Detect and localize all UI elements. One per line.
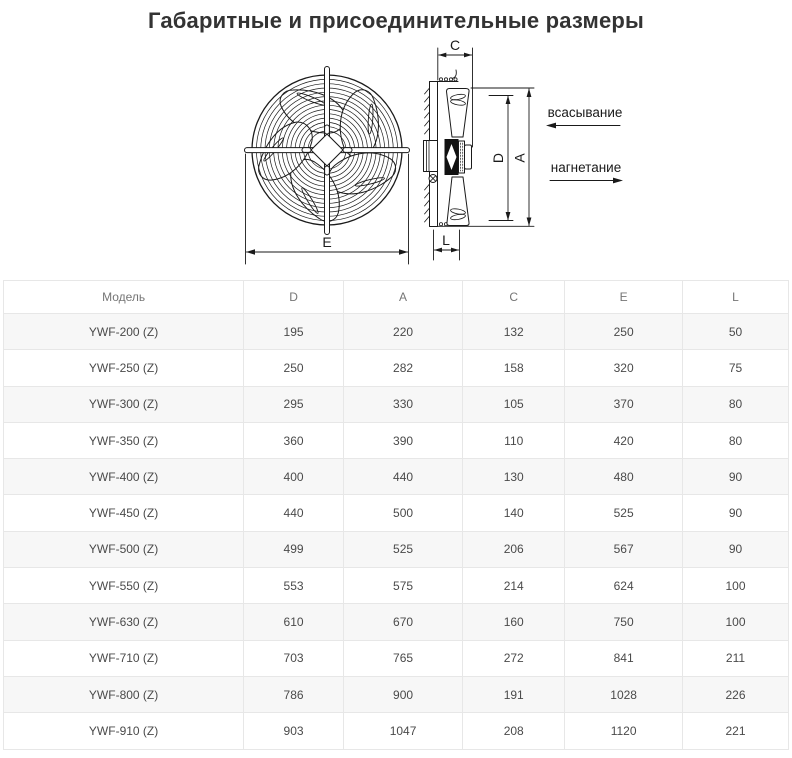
value-cell: 440 bbox=[343, 459, 462, 495]
value-cell: 400 bbox=[244, 459, 344, 495]
value-cell: 75 bbox=[683, 350, 789, 386]
value-cell: 553 bbox=[244, 568, 344, 604]
table-row bbox=[4, 531, 789, 567]
value-cell: 624 bbox=[565, 568, 683, 604]
value-cell: 158 bbox=[463, 350, 565, 386]
model-cell: YWF-710 (Z) bbox=[4, 640, 244, 676]
value-cell: 130 bbox=[463, 459, 565, 495]
model-cell: YWF-400 (Z) bbox=[4, 459, 244, 495]
value-cell: 250 bbox=[565, 314, 683, 350]
value-cell: 105 bbox=[463, 386, 565, 422]
model-cell: YWF-630 (Z) bbox=[4, 604, 244, 640]
value-cell: 100 bbox=[683, 568, 789, 604]
model-cell: YWF-800 (Z) bbox=[4, 676, 244, 712]
dim-label-d: D bbox=[490, 152, 506, 164]
value-cell: 90 bbox=[683, 531, 789, 567]
value-cell: 295 bbox=[244, 386, 344, 422]
column-header: A bbox=[343, 281, 462, 314]
suction-label: всасывание bbox=[547, 105, 623, 120]
value-cell: 703 bbox=[244, 640, 344, 676]
column-header: D bbox=[244, 281, 344, 314]
value-cell: 100 bbox=[683, 604, 789, 640]
table-body bbox=[4, 314, 789, 750]
value-cell: 220 bbox=[343, 314, 462, 350]
value-cell: 195 bbox=[244, 314, 344, 350]
model-cell: YWF-250 (Z) bbox=[4, 350, 244, 386]
table-row bbox=[4, 350, 789, 386]
table-header bbox=[4, 281, 789, 314]
value-cell: 750 bbox=[565, 604, 683, 640]
value-cell: 320 bbox=[565, 350, 683, 386]
table-row bbox=[4, 568, 789, 604]
value-cell: 900 bbox=[343, 676, 462, 712]
value-cell: 80 bbox=[683, 422, 789, 458]
page-title: Габаритные и присоединительные размеры bbox=[147, 8, 645, 33]
value-cell: 500 bbox=[343, 495, 462, 531]
value-cell: 208 bbox=[463, 713, 565, 749]
value-cell: 226 bbox=[683, 676, 789, 712]
value-cell: 110 bbox=[463, 422, 565, 458]
table-row bbox=[4, 386, 789, 422]
model-cell: YWF-350 (Z) bbox=[4, 422, 244, 458]
fan-front-view bbox=[245, 67, 410, 265]
value-cell: 440 bbox=[244, 495, 344, 531]
value-cell: 160 bbox=[463, 604, 565, 640]
dim-label-c: C bbox=[449, 37, 461, 53]
suction-arrow bbox=[546, 123, 620, 129]
model-cell: YWF-910 (Z) bbox=[4, 713, 244, 749]
value-cell: 567 bbox=[565, 531, 683, 567]
value-cell: 360 bbox=[244, 422, 344, 458]
value-cell: 80 bbox=[683, 386, 789, 422]
table-row bbox=[4, 422, 789, 458]
fan-side-view bbox=[424, 37, 624, 260]
motor-assembly bbox=[424, 139, 472, 183]
table-row bbox=[4, 459, 789, 495]
value-cell: 221 bbox=[683, 713, 789, 749]
value-cell: 250 bbox=[244, 350, 344, 386]
technical-drawing bbox=[0, 36, 792, 272]
table-row bbox=[4, 314, 789, 350]
value-cell: 90 bbox=[683, 459, 789, 495]
value-cell: 786 bbox=[244, 676, 344, 712]
value-cell: 370 bbox=[565, 386, 683, 422]
dim-label-l: L bbox=[442, 232, 450, 248]
model-cell: YWF-300 (Z) bbox=[4, 386, 244, 422]
value-cell: 272 bbox=[463, 640, 565, 676]
dimensions-table bbox=[3, 280, 789, 750]
value-cell: 765 bbox=[343, 640, 462, 676]
value-cell: 211 bbox=[683, 640, 789, 676]
table-row bbox=[4, 604, 789, 640]
discharge-arrow bbox=[550, 178, 623, 184]
value-cell: 206 bbox=[463, 531, 565, 567]
value-cell: 214 bbox=[463, 568, 565, 604]
value-cell: 525 bbox=[343, 531, 462, 567]
column-header: E bbox=[565, 281, 683, 314]
value-cell: 670 bbox=[343, 604, 462, 640]
model-cell: YWF-550 (Z) bbox=[4, 568, 244, 604]
value-cell: 610 bbox=[244, 604, 344, 640]
model-cell: YWF-200 (Z) bbox=[4, 314, 244, 350]
model-cell: YWF-500 (Z) bbox=[4, 531, 244, 567]
column-header: Модель bbox=[4, 281, 244, 314]
value-cell: 480 bbox=[565, 459, 683, 495]
value-cell: 525 bbox=[565, 495, 683, 531]
value-cell: 390 bbox=[343, 422, 462, 458]
value-cell: 903 bbox=[244, 713, 344, 749]
value-cell: 1028 bbox=[565, 676, 683, 712]
value-cell: 140 bbox=[463, 495, 565, 531]
value-cell: 841 bbox=[565, 640, 683, 676]
table-row bbox=[4, 676, 789, 712]
value-cell: 282 bbox=[343, 350, 462, 386]
column-header: C bbox=[463, 281, 565, 314]
dim-label-a: A bbox=[511, 153, 528, 163]
table-row bbox=[4, 713, 789, 749]
column-header: L bbox=[683, 281, 789, 314]
hub-diamond bbox=[311, 134, 343, 166]
table-row bbox=[4, 495, 789, 531]
value-cell: 1047 bbox=[343, 713, 462, 749]
discharge-label: нагнетание bbox=[550, 160, 622, 175]
dim-label-e: E bbox=[322, 234, 332, 250]
value-cell: 191 bbox=[463, 676, 565, 712]
value-cell: 575 bbox=[343, 568, 462, 604]
table-row bbox=[4, 640, 789, 676]
value-cell: 132 bbox=[463, 314, 565, 350]
value-cell: 330 bbox=[343, 386, 462, 422]
value-cell: 420 bbox=[565, 422, 683, 458]
value-cell: 1120 bbox=[565, 713, 683, 749]
value-cell: 90 bbox=[683, 495, 789, 531]
model-cell: YWF-450 (Z) bbox=[4, 495, 244, 531]
value-cell: 50 bbox=[683, 314, 789, 350]
value-cell: 499 bbox=[244, 531, 344, 567]
